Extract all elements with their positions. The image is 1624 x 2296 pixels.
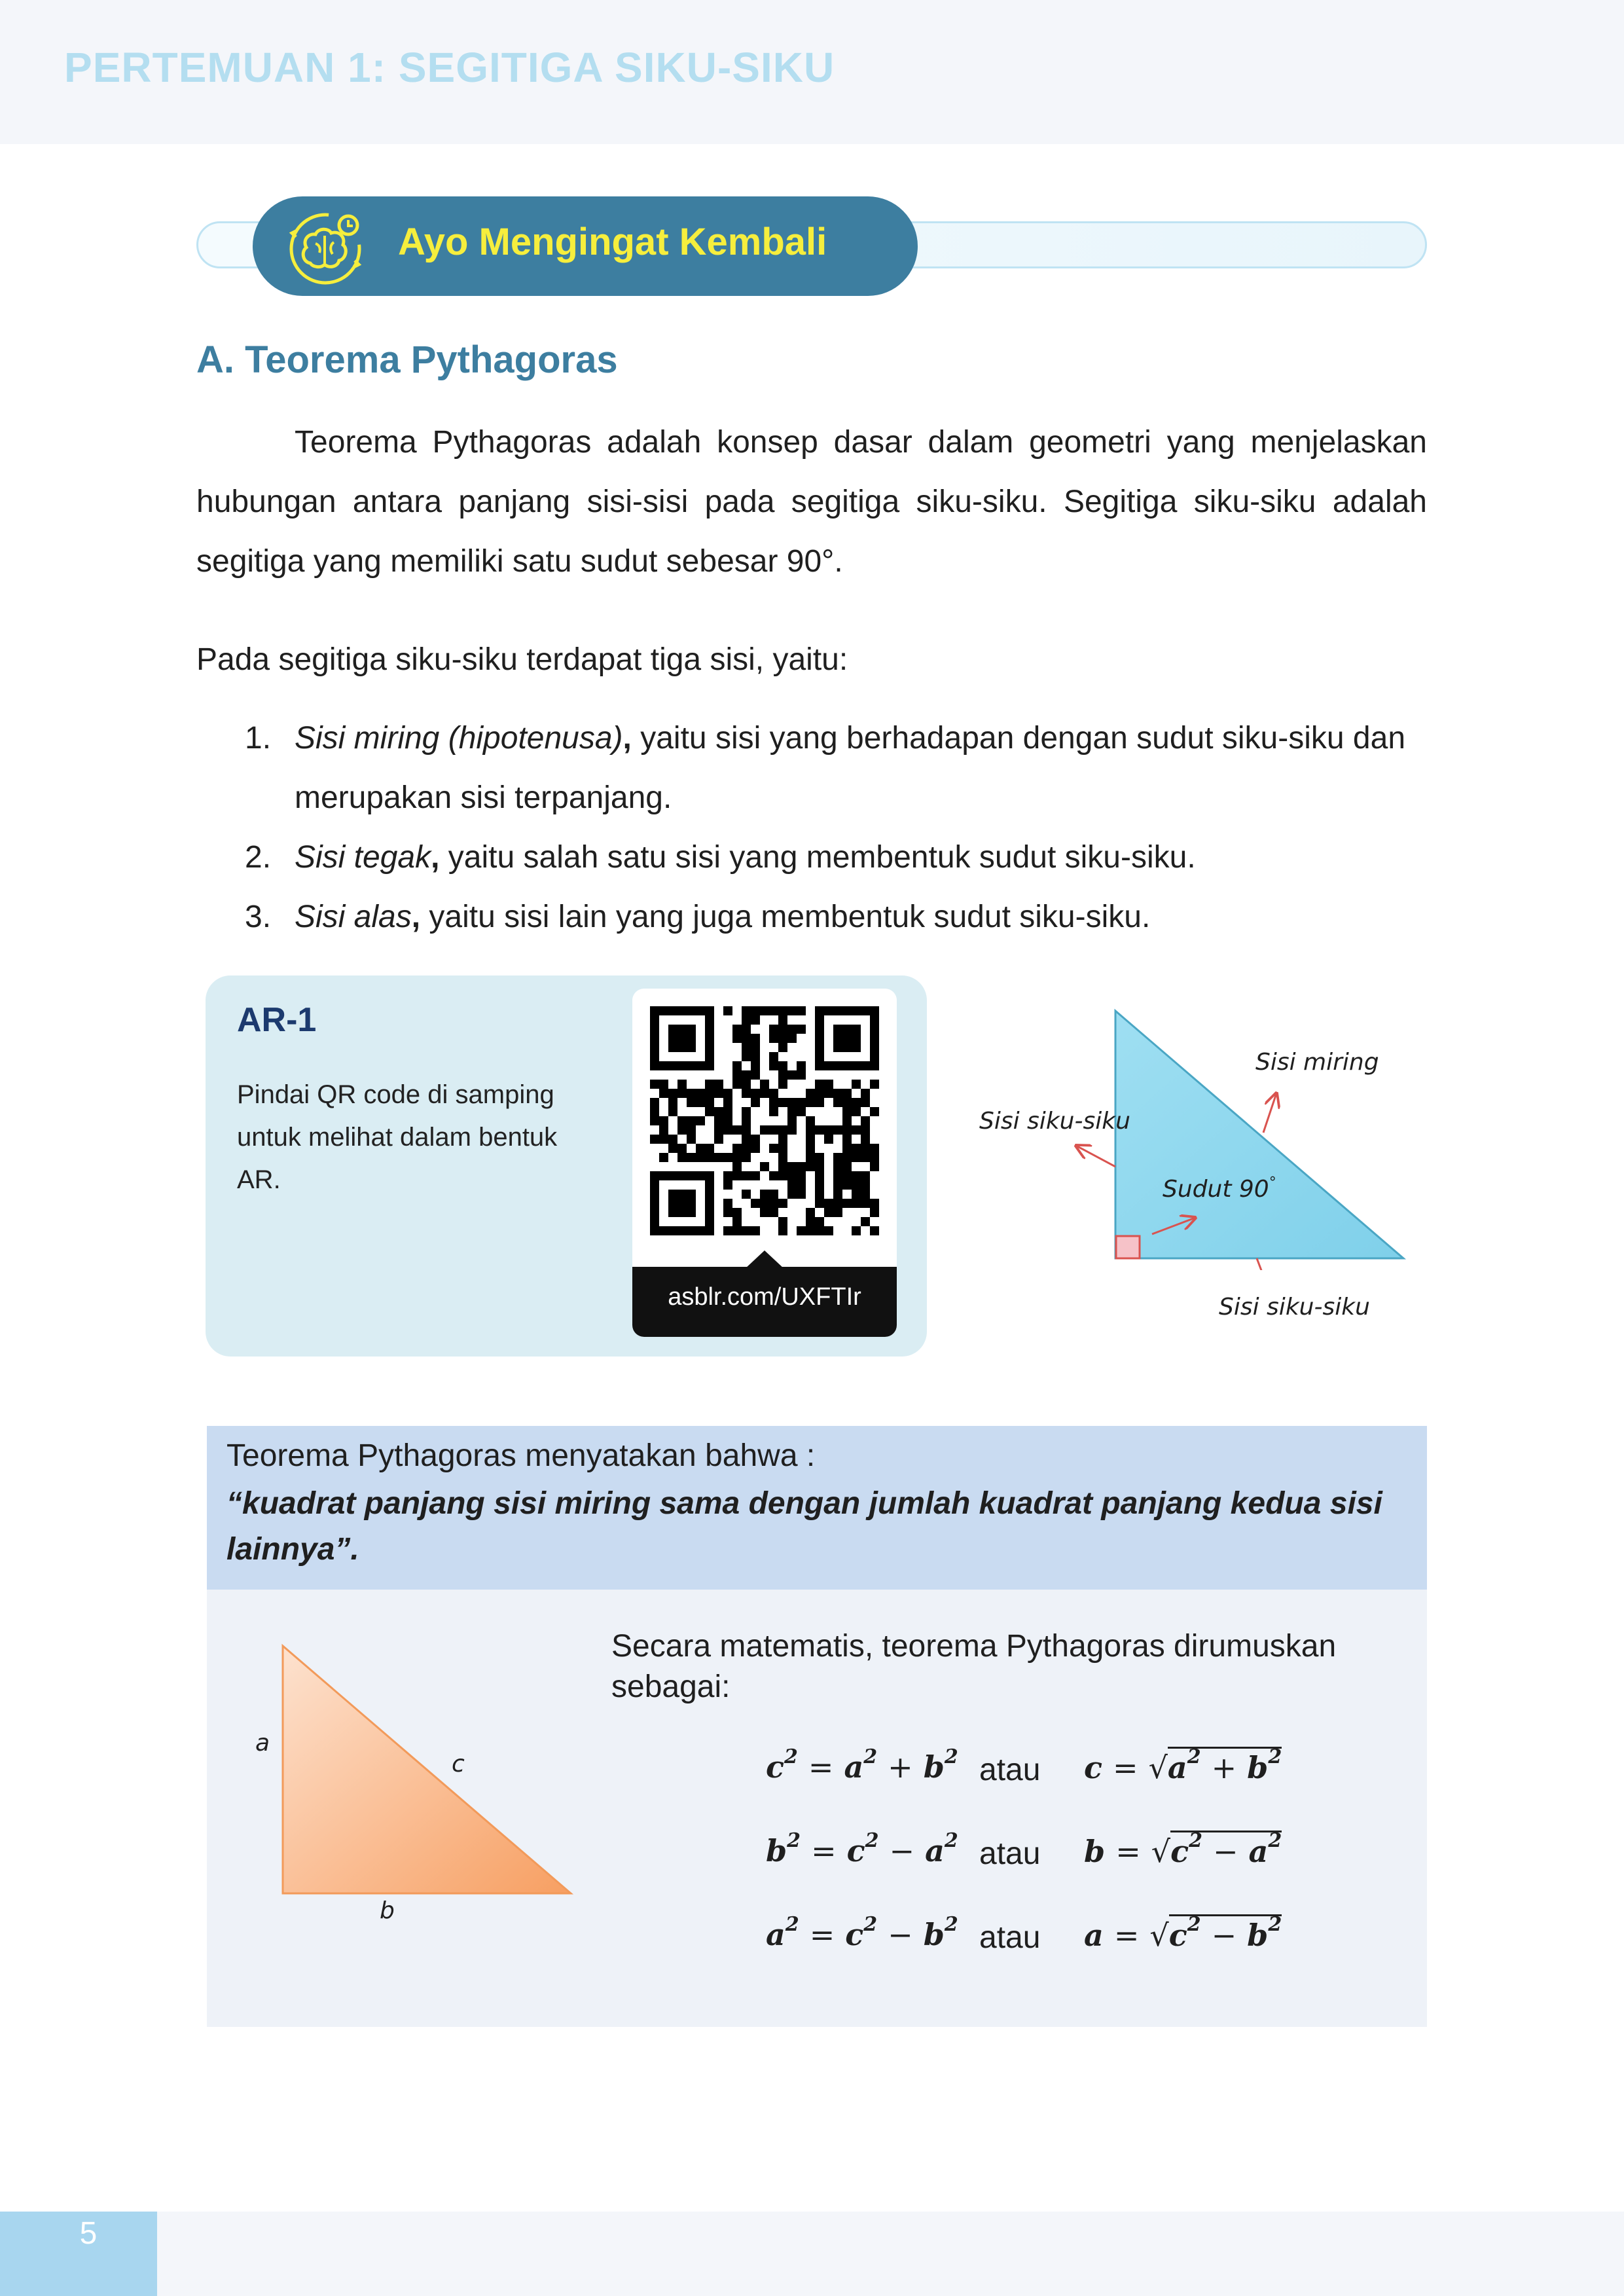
atau-text: atau (979, 1836, 1041, 1871)
triangle-shape (283, 1646, 571, 1893)
banner-title: Ayo Mengingat Kembali (398, 221, 827, 263)
formula-lhs-2: $b^2 = c^2 - a^2$ (766, 1829, 958, 1868)
atau-text: atau (979, 1920, 1041, 1955)
list-sep: , (431, 840, 440, 875)
list-desc: yaitu sisi yang berhadapan dengan sudut siku-siku dan merupakan sisi terpanjang. (295, 721, 1406, 815)
page-number: 5 (79, 2216, 98, 2251)
right-angle-marker (1116, 1236, 1140, 1258)
label-c: c (452, 1751, 465, 1777)
formula-intro: Secara matematis, teorema Pythagoras dirumuskan sebagai: (611, 1629, 1337, 1704)
list-term: Sisi tegak (295, 840, 431, 875)
ar-title: AR-1 (237, 1001, 317, 1039)
list-item-base (295, 887, 1427, 947)
formula-root-1: $c = √a^2 + b^2$ (1084, 1745, 1282, 1785)
list-desc: yaitu sisi lain yang juga membentuk sudut siku-siku. (420, 900, 1151, 934)
list-term: Sisi alas (295, 900, 412, 934)
list-number: 3. (245, 900, 272, 934)
label-base-side: Sisi siku-siku (1219, 1294, 1370, 1321)
chapter-title: PERTEMUAN 1: SEGITIGA SIKU-SIKU (64, 44, 835, 91)
list-term: Sisi miring (hipotenusa) (295, 721, 623, 756)
qr-url-link[interactable]: asblr.com/UXFTIr (668, 1283, 861, 1311)
section-title: A. Teorema Pythagoras (196, 338, 618, 381)
label-a: a (255, 1730, 270, 1757)
theorem-intro: Teorema Pythagoras menyatakan bahwa : (226, 1438, 816, 1473)
list-number: 1. (245, 721, 272, 756)
abc-triangle-diagram (275, 1637, 583, 1918)
triangle-shape (1115, 1011, 1403, 1258)
formula-root-2: $b = √c^2 - a^2$ (1084, 1829, 1282, 1869)
formula-lhs-3: $a^2 = c^2 - b^2$ (766, 1913, 958, 1952)
formula-lhs-1: $c^2 = a^2 + b^2$ (766, 1745, 958, 1785)
list-item-hypotenuse (295, 708, 1427, 828)
label-angle: Sudut 90° (1163, 1175, 1276, 1203)
list-item-vertical (295, 828, 1427, 887)
list-desc: yaitu salah satu sisi yang membentuk sudut siku-siku. (439, 840, 1196, 875)
atau-text: atau (979, 1753, 1041, 1787)
list-sep: , (411, 900, 421, 934)
page-footer (0, 2212, 1624, 2296)
ar-description: Pindai QR code di samping untuk melihat dalam bentuk AR. (237, 1080, 558, 1194)
sides-intro: Pada segitiga siku-siku terdapat tiga sisi, yaitu: (196, 642, 848, 677)
intro-paragraph (196, 412, 1427, 591)
formula-root-3: $a = √c^2 - b^2$ (1084, 1913, 1282, 1953)
label-hypotenuse: Sisi miring (1255, 1049, 1379, 1076)
brain-clock-icon (283, 204, 368, 289)
qr-code-icon[interactable] (632, 989, 897, 1253)
qr-pointer-icon (745, 1250, 784, 1269)
intro-text: Teorema Pythagoras adalah konsep dasar dalam geometri yang menjelaskan hubungan antara panjang sisi-sisi pada segitiga siku-siku. Segitiga siku-siku adalah segitiga yang memiliki satu sudut sebesar 90°. (196, 425, 1427, 579)
list-sep: , (623, 721, 632, 756)
label-b: b (380, 1897, 395, 1924)
list-number: 2. (245, 840, 272, 875)
theorem-quote: “kuadrat panjang sisi miring sama dengan jumlah kuadrat panjang kedua sisi lainnya”. (226, 1486, 1382, 1567)
label-vertical-side: Sisi siku-siku (979, 1108, 1130, 1135)
